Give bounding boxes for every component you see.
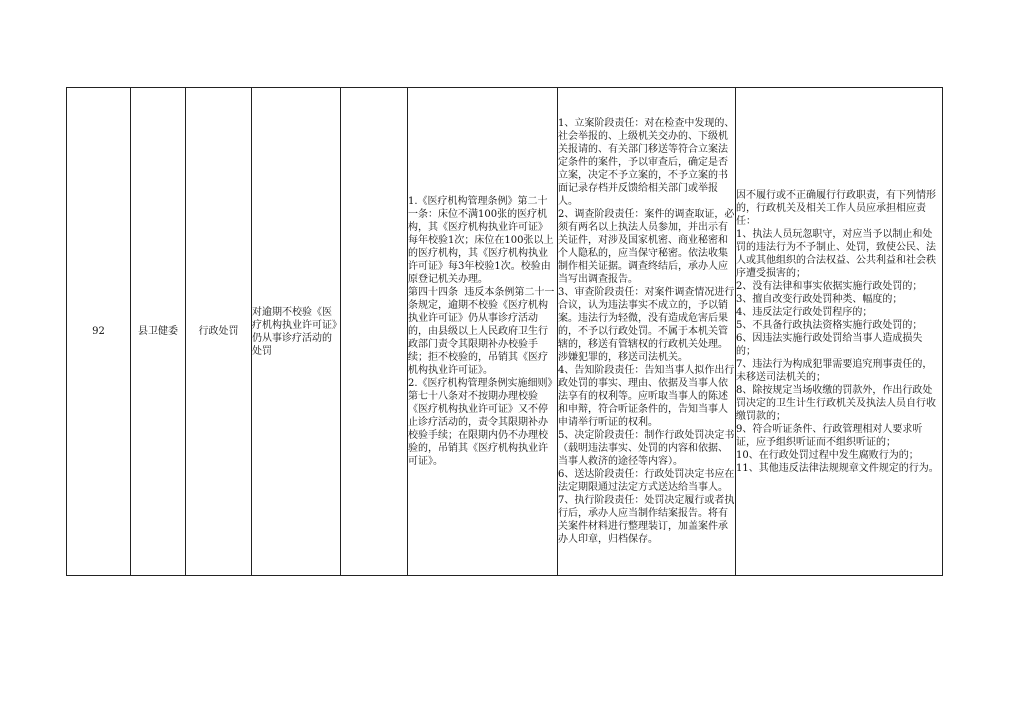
accountability-item: 2、没有法律和事实依据实施行政处罚的； — [736, 280, 923, 292]
accountability-item: 10、在行政处罚过程中发生腐败行为的； — [736, 449, 919, 461]
duty-stage: 6、送达阶段责任：行政处罚决定书应在法定期限通过法定方式送达给当事人。 — [558, 469, 735, 493]
accountability-item: 3、擅自改变行政处罚种类、幅度的； — [736, 293, 903, 305]
duty-stage: 1、立案阶段责任：对在检查中发现的、社会举报的、上级机关交办的、下级机关报请的、有关部门移送等符合立案法定条件的案件，予以审查后，确定是否立案，决定不予立案的，不予立案的书面记录存档并反馈给相关部门或举报人。 — [558, 118, 735, 207]
duty-stage: 5、决定阶段责任：制作行政处罚决定书（载明违法事实、处罚的内容和依据、当事人救济的途径等内容）。 — [558, 430, 735, 467]
accountability-item: 8、除按规定当场收缴的罚款外，作出行政处罚决定的卫生计生行政机关及执法人员自行收缴罚款的； — [736, 384, 936, 422]
sub-item-cell — [341, 88, 408, 576]
duty-stage: 4、告知阶段责任：告知当事人拟作出行政处罚的事实、理由、依据及当事人依法享有的权利等。应听取当事人的陈述和申辩，符合听证条件的，告知当事人申请举行听证的权利。 — [558, 365, 735, 428]
accountability-item: 因不履行或不正确履行行政职责，有下列情形的，行政机关及相关工作人员应承担相应责任： — [736, 189, 936, 227]
accountability-cell — [736, 88, 943, 576]
accountability-item: 1、执法人员玩忽职守，对应当予以制止和处罚的违法行为不予制止、处罚，致使公民、法人或其他组织的合法权益、公共利益和社会秩序遭受损害的； — [736, 228, 936, 279]
power-list-table — [66, 87, 943, 576]
accountability-item: 11、其他违反法律法规规章文件规定的行为。 — [736, 462, 939, 474]
duty-stage: 2、调查阶段责任：案件的调查取证，必须有两名以上执法人员参加，并出示有关证件，对涉及国家机密、商业秘密和个人隐私的，应当保守秘密。依法收集制作相关证据。调查终结后，承办人应当写出调查报告。 — [558, 209, 735, 285]
duty-stages-cell — [558, 88, 736, 576]
basis-paragraph: 1.《医疗机构管理条例》第二十一条：床位不满100张的医疗机构，其《医疗机构执业许可证》每年校验1次；床位在100张以上的医疗机构，其《医疗机构执业许可证》每3年校验1次。校验由原登记机关办理。 第四十四条 违反本条例第二十一条规定，逾期不校验《医疗机构执业许可证》仍从事诊疗活动的，由县级以上人民政府卫生行政部门责令其限期补办校验手续；拒不校验的，吊销其《医疗机构执业许可证》。 — [408, 196, 555, 376]
basis-paragraph: 2.《医疗机构管理条例实施细则》第七十八条对不按期办理校验《医疗机构执业许可证》又不停止诊疗活动的，责令其限期补办校验手续；在限期内仍不办理校验的，吊销其《医疗机构执业许可证》。 — [408, 378, 553, 467]
accountability-item: 6、因违法实施行政处罚给当事人造成损失的； — [736, 332, 923, 357]
accountability-item: 4、违反法定行政处罚程序的； — [736, 306, 873, 318]
legal-basis-cell — [408, 88, 558, 576]
duty-stage: 3、审查阶段责任：对案件调查情况进行合议，认为违法事实不成立的，予以销案。违法行为轻微，没有造成危害后果的，不予以行政处罚。不属于本机关管辖的，移送有管辖权的行政机关处理。涉嫌犯罪的，移送司法机关。 — [558, 287, 735, 363]
accountability-item: 9、符合听证条件、行政管理相对人要求听证，应予组织听证而不组织听证的； — [736, 423, 923, 448]
accountability-item: 5、不具备行政执法资格实施行政处罚的； — [736, 319, 923, 331]
power-type-cell: 行政处罚 — [186, 88, 252, 576]
accountability-item: 7、违法行为构成犯罪需要追究刑事责任的，未移送司法机关的； — [736, 358, 933, 383]
department-cell: 县卫健委 — [131, 88, 186, 576]
row-number: 92 — [67, 88, 131, 576]
item-name-cell: 对逾期不校验《医疗机构执业许可证》仍从事诊疗活动的处罚 — [252, 88, 341, 576]
duty-stage: 7、执行阶段责任：处罚决定履行或者执行后，承办人应当制作结案报告。将有关案件材料进行整理装订，加盖案件承办人印章，归档保存。 — [558, 495, 735, 545]
table-row — [67, 88, 943, 576]
